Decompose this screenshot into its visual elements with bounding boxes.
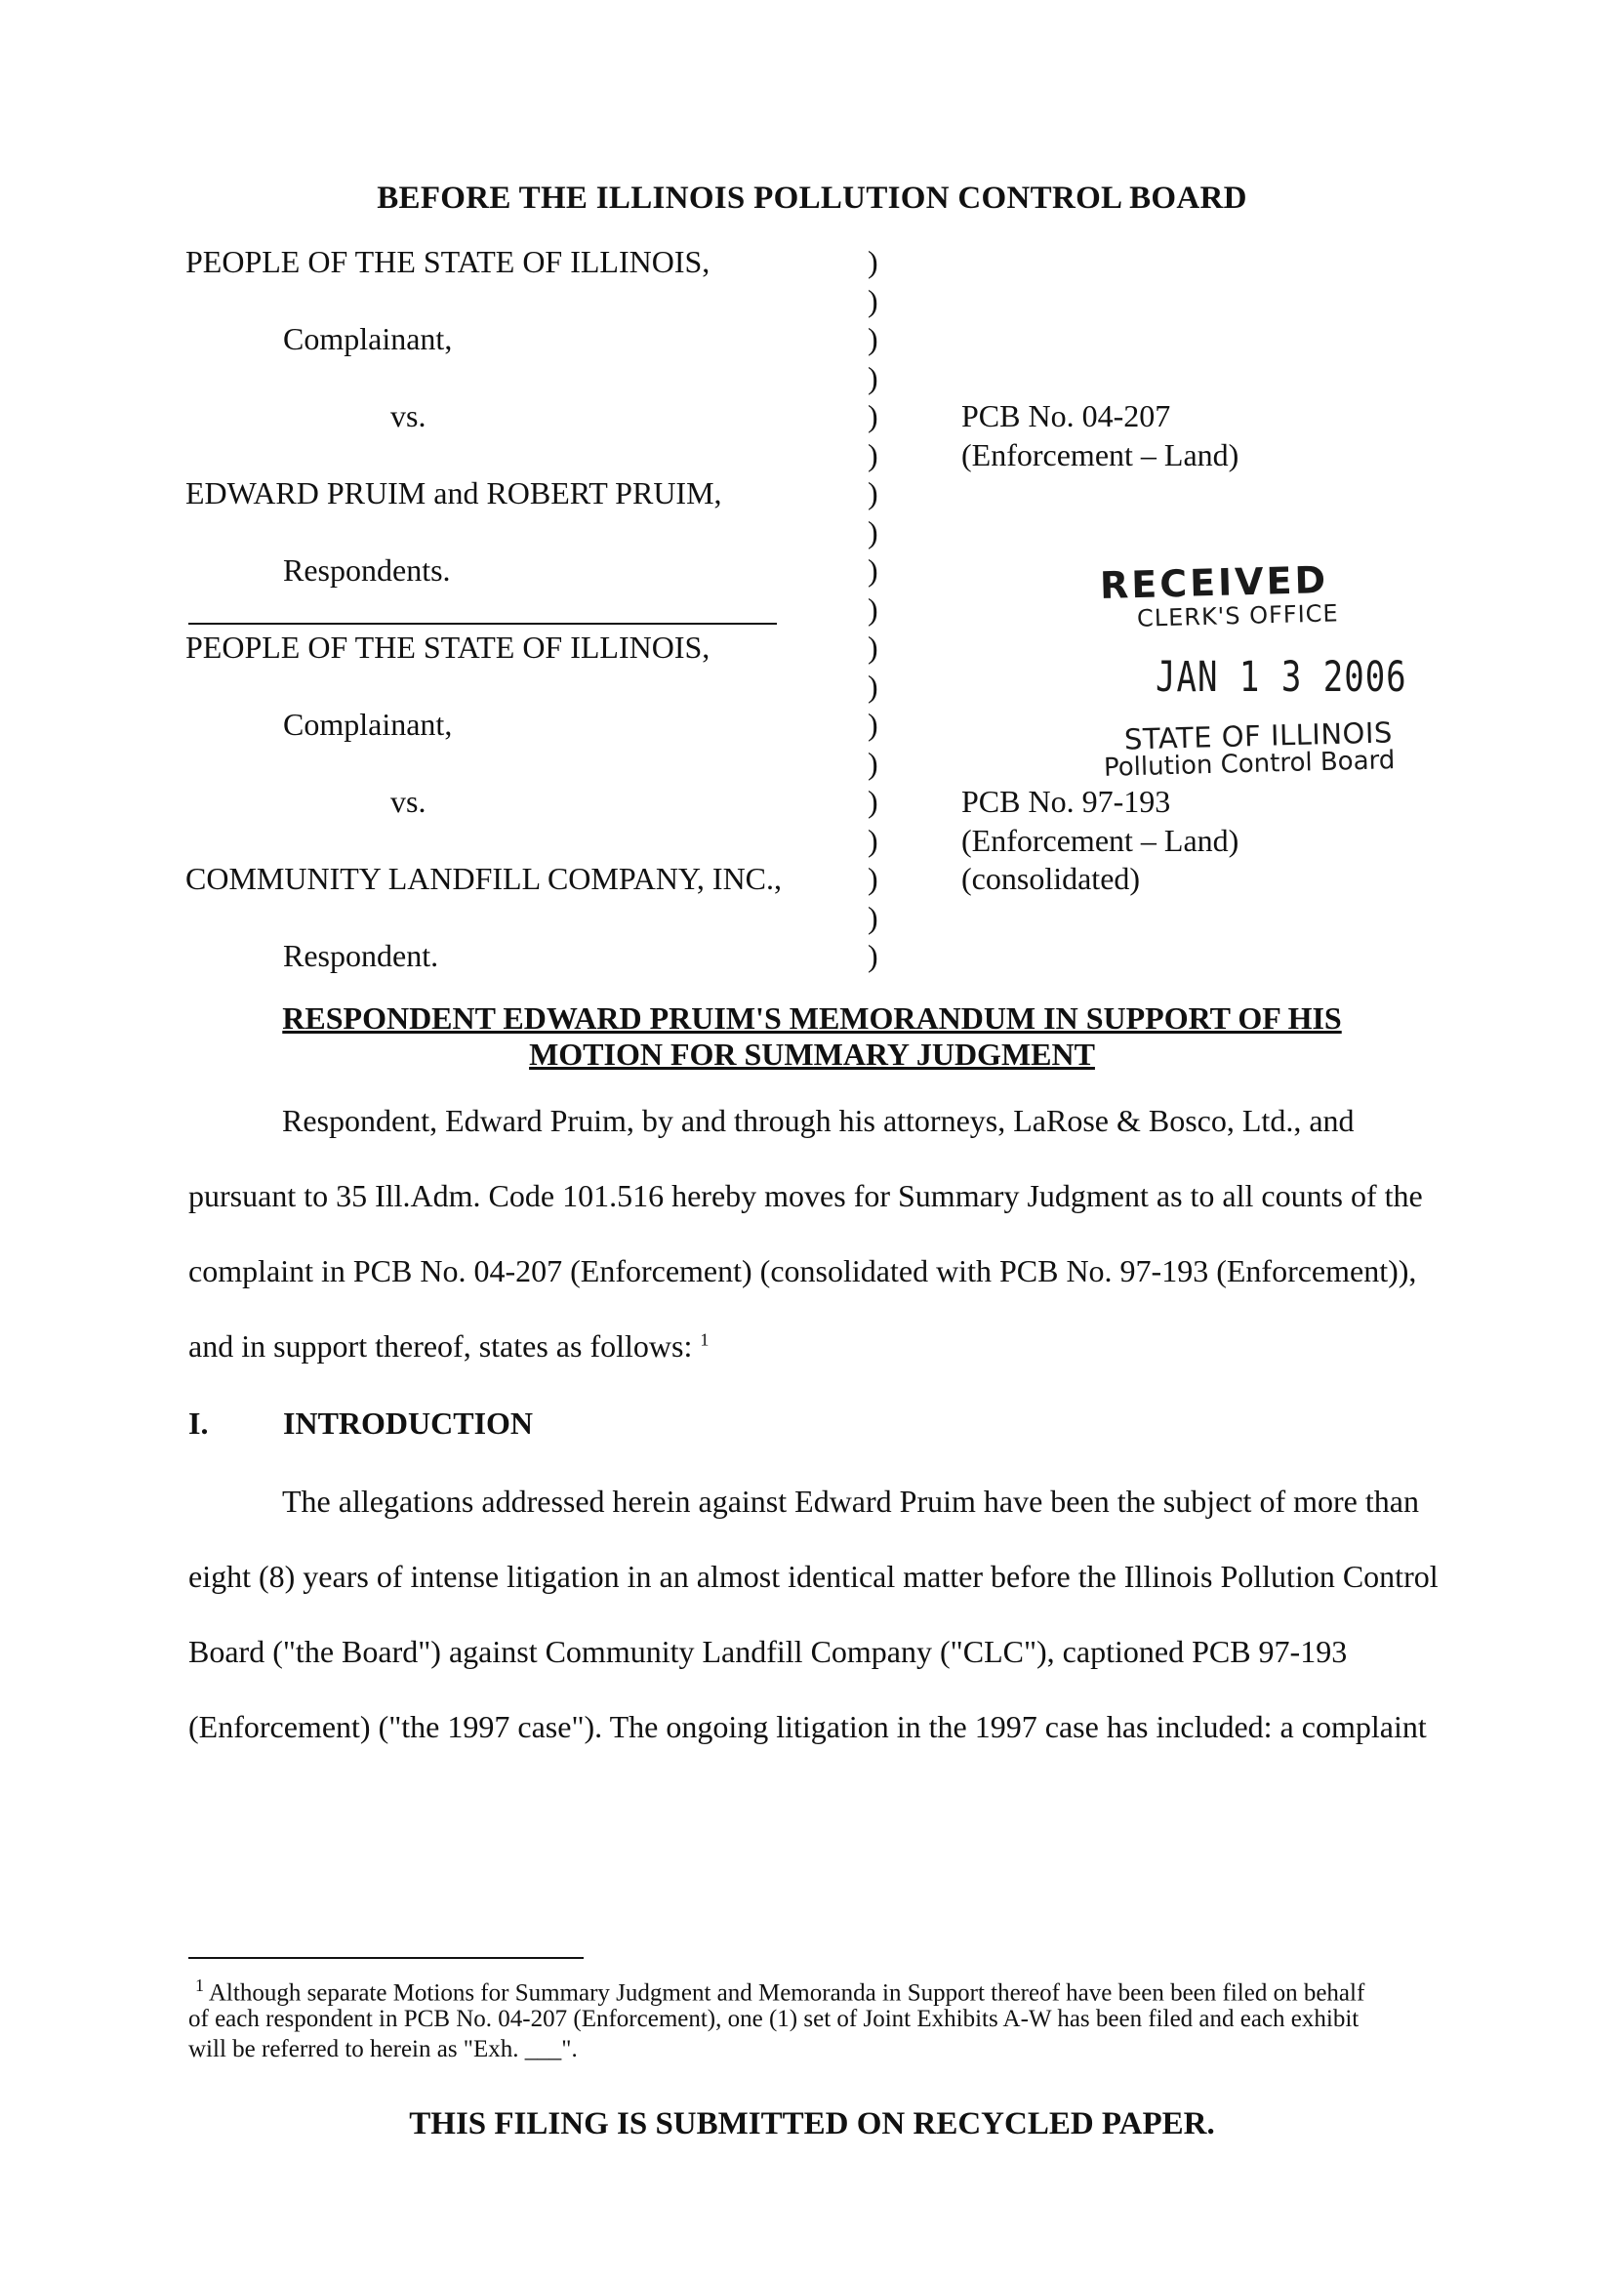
caption-paren: ) bbox=[868, 707, 878, 742]
caption-paren: ) bbox=[868, 746, 878, 781]
caption-paren: ) bbox=[868, 321, 878, 356]
caption-paren: ) bbox=[868, 823, 878, 858]
footnote-line: of each respondent in PCB No. 04-207 (Enforcement), one (1) set of Joint Exhibits A-W has been filed and each exhibit bbox=[188, 2006, 1360, 2032]
footnote-text: Although separate Motions for Summary Judgment and Memoranda in Support thereof have been been filed on behalf bbox=[208, 1979, 1365, 2007]
caption-paren: ) bbox=[868, 360, 878, 395]
case2-versus: vs. bbox=[390, 784, 426, 819]
case1-defendant: EDWARD PRUIM and ROBERT PRUIM, bbox=[185, 475, 722, 510]
caption-paren: ) bbox=[868, 398, 878, 433]
intro-line: pursuant to 35 Ill.Adm. Code 101.516 hereby moves for Summary Judgment as to all counts of the bbox=[188, 1178, 1423, 1213]
caption-paren: ) bbox=[868, 630, 878, 665]
intro-line: complaint in PCB No. 04-207 (Enforcement) (consolidated with PCB No. 97-193 (Enforcement)), bbox=[188, 1253, 1417, 1288]
body-line: The allegations addressed herein against Edward Pruim have been the subject of more than bbox=[282, 1484, 1419, 1519]
memorandum-title-line2: MOTION FOR SUMMARY JUDGMENT bbox=[529, 1037, 1095, 1072]
stamp-office: CLERK'S OFFICE bbox=[1136, 599, 1340, 632]
body-line: eight (8) years of intense litigation in an almost identical matter before the Illinois Pollution Control bbox=[188, 1559, 1439, 1594]
footnote-line bbox=[195, 1976, 1364, 2007]
caption-divider bbox=[188, 623, 777, 625]
footnote-reference: 1 bbox=[700, 1329, 710, 1350]
memorandum-title-line1: RESPONDENT EDWARD PRUIM'S MEMORANDUM IN SUPPORT OF HIS bbox=[282, 1000, 1342, 1036]
case1-docket-type: (Enforcement – Land) bbox=[961, 437, 1239, 472]
stamp-board: Pollution Control Board bbox=[1103, 746, 1396, 783]
caption-paren: ) bbox=[868, 514, 878, 550]
section-number: I. bbox=[188, 1406, 209, 1441]
case2-docket-type: (Enforcement – Land) bbox=[961, 823, 1239, 858]
section-title: INTRODUCTION bbox=[283, 1406, 534, 1441]
caption-paren: ) bbox=[868, 552, 878, 588]
caption-paren: ) bbox=[868, 900, 878, 935]
footnote-divider bbox=[188, 1957, 584, 1959]
case1-docket-number: PCB No. 04-207 bbox=[961, 398, 1171, 433]
caption-paren: ) bbox=[868, 938, 878, 973]
caption-paren: ) bbox=[868, 784, 878, 819]
case1-versus: vs. bbox=[390, 398, 426, 433]
recycled-paper-notice: THIS FILING IS SUBMITTED ON RECYCLED PAPER. bbox=[409, 2106, 1215, 2141]
body-line: Board ("the Board") against Community Landfill Company ("CLC"), captioned PCB 97-193 bbox=[188, 1634, 1348, 1669]
case2-defendant-role: Respondent. bbox=[283, 938, 439, 973]
caption-paren: ) bbox=[868, 861, 878, 896]
intro-line: Respondent, Edward Pruim, by and through his attorneys, LaRose & Bosco, Ltd., and bbox=[282, 1103, 1355, 1138]
case1-plaintiff: PEOPLE OF THE STATE OF ILLINOIS, bbox=[185, 244, 710, 279]
caption-paren: ) bbox=[868, 244, 878, 279]
case2-defendant: COMMUNITY LANDFILL COMPANY, INC., bbox=[185, 861, 783, 896]
intro-line-last bbox=[188, 1328, 709, 1365]
case2-docket-note: (consolidated) bbox=[961, 861, 1141, 896]
caption-paren: ) bbox=[868, 591, 878, 627]
stamp-date: JAN 1 3 2006 bbox=[1156, 653, 1407, 702]
stamp-state: STATE OF ILLINOIS bbox=[1123, 715, 1394, 756]
caption-paren: ) bbox=[868, 669, 878, 704]
caption-paren: ) bbox=[868, 475, 878, 510]
footnote-line: will be referred to herein as "Exh. ___". bbox=[188, 2036, 578, 2062]
body-line: (Enforcement) ("the 1997 case"). The ongoing litigation in the 1997 case has included: a complaint bbox=[188, 1709, 1427, 1744]
case2-plaintiff-role: Complainant, bbox=[283, 707, 453, 742]
case2-docket-number: PCB No. 97-193 bbox=[961, 784, 1171, 819]
board-title: BEFORE THE ILLINOIS POLLUTION CONTROL BOARD bbox=[377, 181, 1247, 216]
intro-line-text: and in support thereof, states as follows: bbox=[188, 1328, 693, 1364]
stamp-received: RECEIVED bbox=[1099, 557, 1329, 608]
case1-plaintiff-role: Complainant, bbox=[283, 321, 453, 356]
case2-plaintiff: PEOPLE OF THE STATE OF ILLINOIS, bbox=[185, 630, 710, 665]
caption-paren: ) bbox=[868, 283, 878, 318]
case1-defendant-role: Respondents. bbox=[283, 552, 451, 588]
footnote-number: 1 bbox=[195, 1976, 204, 1995]
caption-paren: ) bbox=[868, 437, 878, 472]
